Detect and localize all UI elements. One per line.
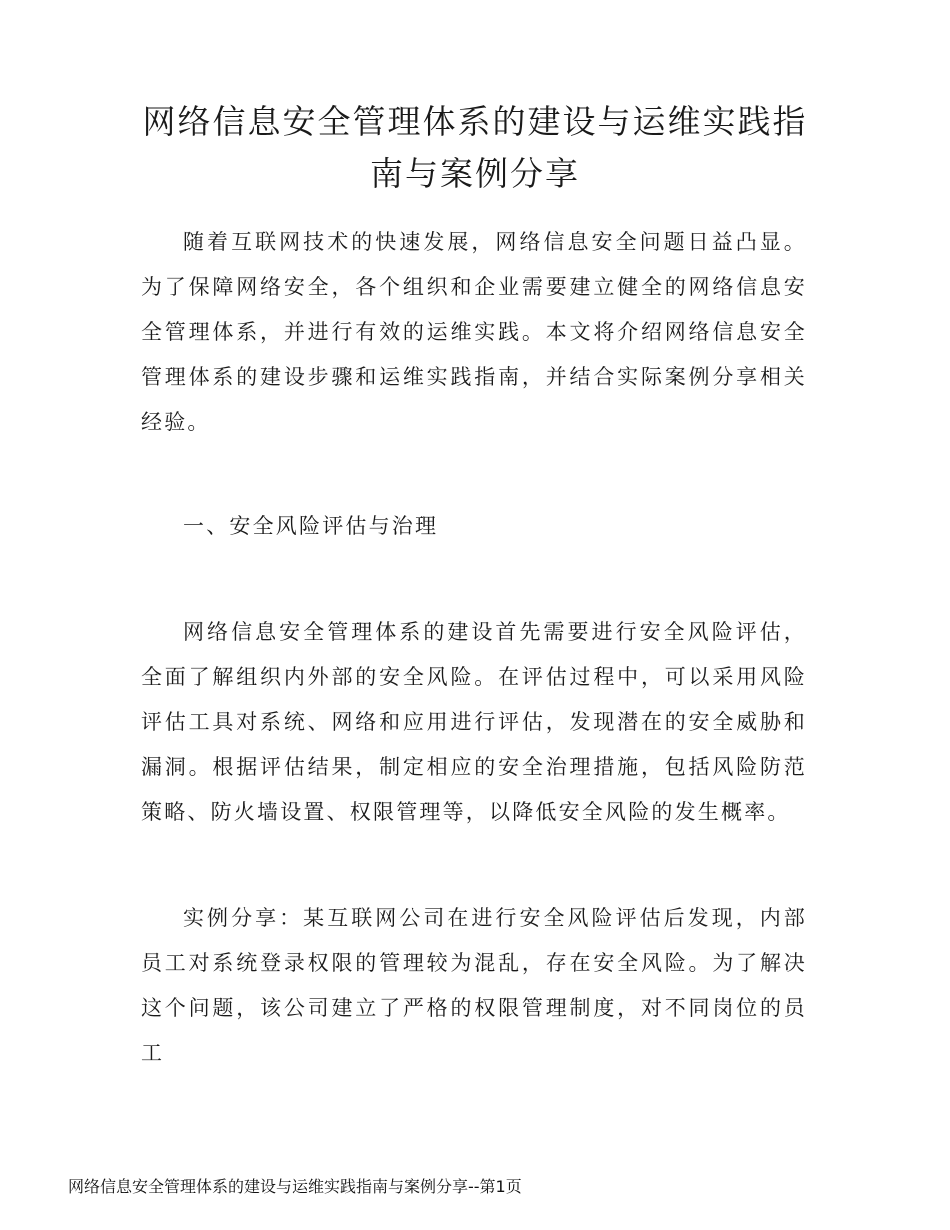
intro-paragraph: 随着互联网技术的快速发展，网络信息安全问题日益凸显。为了保障网络安全，各个组织和企业需要建立健全的网络信息安全管理体系，并进行有效的运维实践。本文将介绍网络信息安全管理体系的建设步骤和运维实践指南，并结合实际案例分享相关经验。 [141, 230, 807, 434]
page-footer: 网络信息安全管理体系的建设与运维实践指南与案例分享--第1页 [68, 1177, 522, 1196]
case-study-paragraph: 实例分享：某互联网公司在进行安全风险评估后发现，内部员工对系统登录权限的管理较为混乱，存在安全风险。为了解决这个问题，该公司建立了严格的权限管理制度，对不同岗位的员工 [141, 906, 807, 1065]
section-body-paragraph: 网络信息安全管理体系的建设首先需要进行安全风险评估，全面了解组织内外部的安全风险。在评估过程中，可以采用风险评估工具对系统、网络和应用进行评估，发现潜在的安全威胁和漏洞。根据评估结果，制定相应的安全治理措施，包括风险防范策略、防火墙设置、权限管理等，以降低安全风险的发生概率。 [141, 620, 807, 824]
section-heading: 一、安全风险评估与治理 [183, 514, 439, 538]
document-title: 网络信息安全管理体系的建设与运维实践指南与案例分享 [142, 102, 808, 193]
